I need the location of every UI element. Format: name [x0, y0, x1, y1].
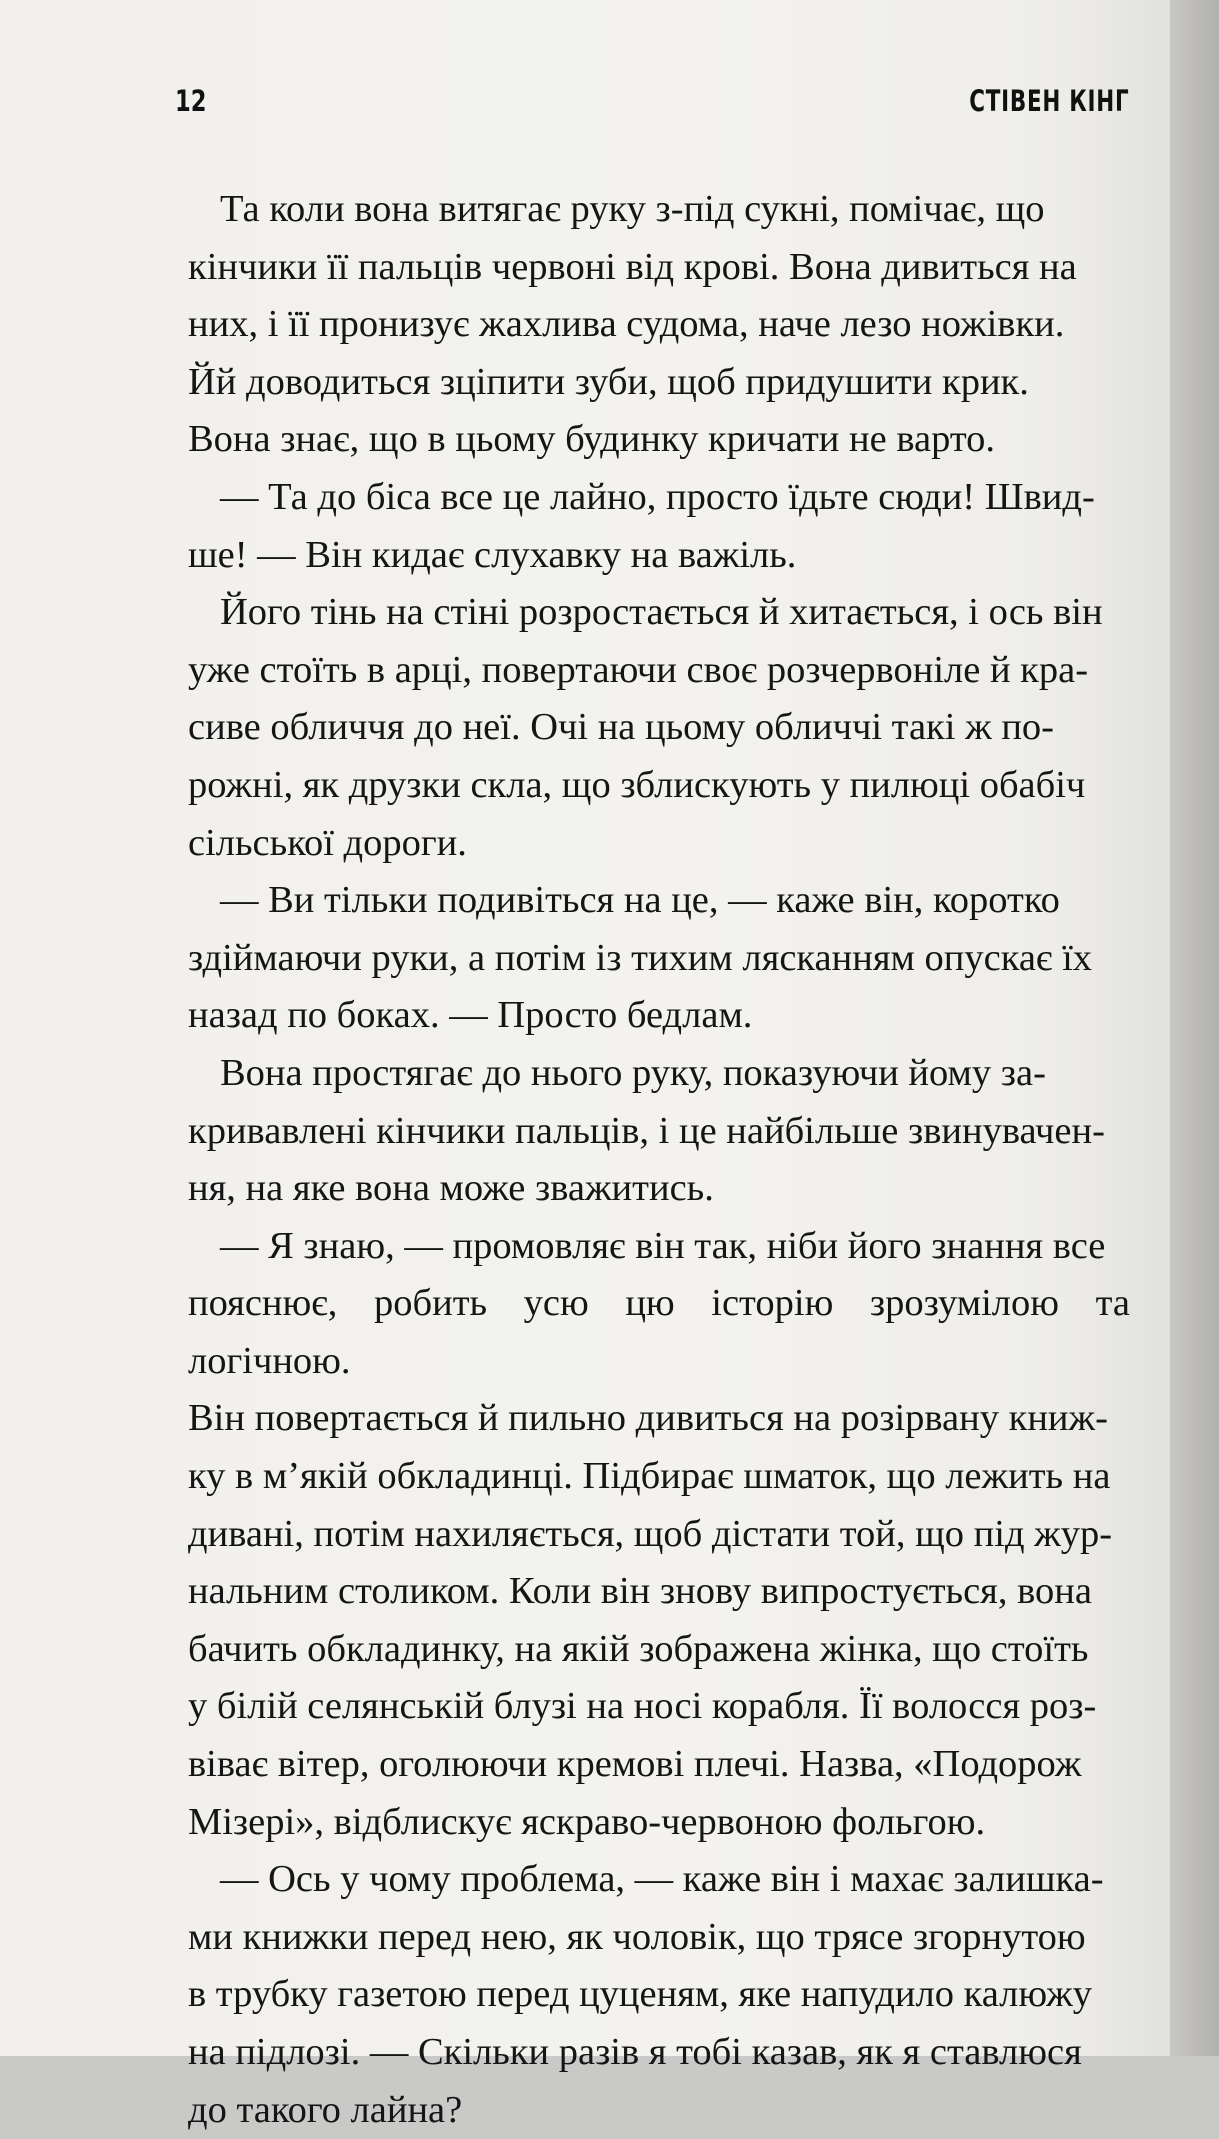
paragraph: — Ви тільки подивіться на це, — каже він, коротко здіймаючи руки, а потім із тихим лясканням опускає їх назад по боках. — Просто бедлам.: [188, 879, 1093, 1037]
paragraph: Його тінь на стіні розростається й хитається, і ось він уже стоїть в арці, повертаючи своє розчервоніле й кра- сиве обличчя до неї. Очі на цьому обличчі такі ж по- рожні, як друзки скла, що зблискують у пилюці обабіч сільської дороги.: [188, 591, 1103, 864]
page-header: [175, 84, 1129, 124]
paragraph: — Я знаю, — промовляє він так, ніби його знання все пояснює, робить усю цю історію зрозумілою та логічною. Він повертається й пильно дивиться на розірвану книж- ку в м’якій обкладинці. Підбирає шматок, що лежить на дивані, потім нахиляється, щоб дістати той, що під жур- нальним столиком. Коли він знову випростується, вона бачить обкладинку, на якій зображена жінка, що стоїть у білій селянській блузі на носі корабля. Її волосся роз- віває вітер, оголюючи кремові плечі. Назва, «Подорож Мізері», відблискує яскраво-червоною фольгою.: [188, 1224, 1130, 1843]
paragraph: — Ось у чому проблема, — каже він і махає залишка- ми книжки перед нею, як чоловік, що трясе згорнутою в трубку газетою перед цуценям, яке напудило калюжу на підлозі. — Скільки разів я тобі казав, як я ставлюся до такого лайна?: [188, 1858, 1104, 2131]
paragraph: Та коли вона витягає руку з-під сукні, помічає, що кінчики її пальців червоні від крові. Вона дивиться на них, і її пронизує жахлива судома, наче лезо ножівки. Йй доводиться зціпити зуби, щоб придушити крик. Вона знає, що в цьому будинку кричати не варто.: [188, 188, 1077, 461]
page-number: 12: [175, 84, 207, 118]
running-head-author: СТІВЕН КІНГ: [968, 84, 1129, 118]
paragraph: — Та до біса все це лайно, просто їдьте сюди! Швид- ше! — Він кидає слухавку на важіль.: [188, 475, 1095, 576]
page-edge-shadow: [1170, 0, 1219, 2056]
body-text: [188, 181, 1130, 2139]
paragraph: Вона простягає до нього руку, показуючи йому за- кривавлені кінчики пальців, і це найбільше звинувачен- ня, на яке вона може зважитись.: [188, 1051, 1105, 1210]
